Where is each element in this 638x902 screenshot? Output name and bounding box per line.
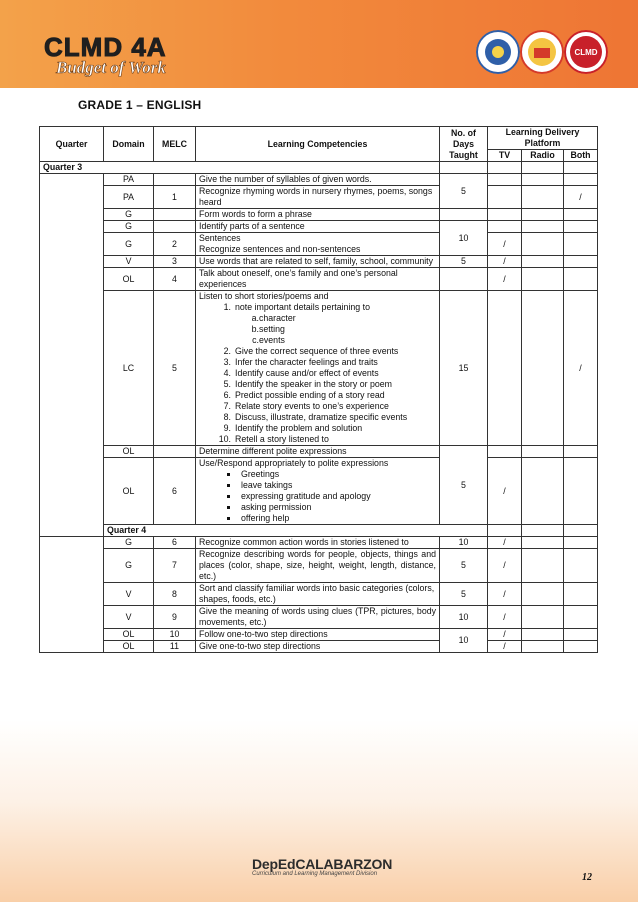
days-cell: 10 [440,629,488,653]
list-item: leave takings [199,480,436,491]
melc-cell: 8 [154,583,196,606]
tv-mark: / [488,458,522,525]
footer-brand-sub: Curriculum and Learning Management Division [252,871,378,877]
quarter-3-label: Quarter 3 [40,162,440,174]
days-cell: 5 [440,549,488,583]
header-both: Both [564,150,598,162]
tv-mark: / [488,537,522,549]
melc-cell [154,446,196,458]
svg-text:CLMD: CLMD [574,48,598,57]
list-item: c. events [252,335,285,345]
melc-cell: 5 [154,291,196,446]
competency-cell [196,233,440,256]
melc-cell [154,174,196,186]
table-row [40,268,598,291]
domain-cell: PA [104,186,154,209]
list-item: 8. Discuss, illustrate, dramatize specific events [223,412,408,422]
competency-cell: Talk about oneself, one’s family and one’s personal experiences [196,268,440,291]
svg-text:Budget of Work: Budget of Work [56,58,166,77]
competency-text: Recognize sentences and non-sentences [199,244,361,254]
competency-cell: Give the meaning of words using clues (TPR, pictures, body movements, etc.) [196,606,440,629]
page-title: GRADE 1 – ENGLISH [78,98,202,112]
header-competencies: Learning Competencies [196,127,440,162]
bullet-icon [227,506,230,509]
competency-cell [196,291,440,446]
header-days: No. of Days Taught [440,127,488,162]
list-item: 6. Predict possible ending of a story read [223,390,385,400]
quarter-cell [40,537,104,653]
competency-cell: Give the number of syllables of given words. [196,174,440,186]
domain-cell: G [104,221,154,233]
competency-cell: Recognize rhyming words in nursery rhymes, poems, songs heard [196,186,440,209]
table-row [40,221,598,233]
melc-cell: 7 [154,549,196,583]
melc-cell: 1 [154,186,196,209]
quarter-3-row [40,162,598,174]
tv-mark: / [488,583,522,606]
melc-cell: 2 [154,233,196,256]
header-banner [0,0,638,88]
list-item: 7. Relate story events to one’s experience [223,401,389,411]
domain-cell: OL [104,268,154,291]
quarter-cell [40,174,104,537]
clmd-logo [42,32,202,77]
tv-mark: / [488,549,522,583]
competency-cell: Form words to form a phrase [196,209,440,221]
list-item: offering help [199,513,436,524]
tv-mark: / [488,268,522,291]
bullet-icon [227,517,230,520]
tv-mark: / [488,256,522,268]
days-cell: 5 [440,174,488,209]
svg-text:CLMD 4A: CLMD 4A [44,32,167,62]
melc-cell: 4 [154,268,196,291]
list-item: 3. Infer the character feelings and traits [223,357,378,367]
table-row [40,537,598,549]
competency-cell: Identify parts of a sentence [196,221,440,233]
table-row [40,583,598,606]
table-row [40,641,598,653]
page-number: 12 [582,872,592,883]
days-cell: 5 [440,446,488,525]
table-row [40,629,598,641]
list-item: 9. Identify the problem and solution [223,423,363,433]
table-row [40,458,598,525]
domain-cell: OL [104,641,154,653]
header-radio: Radio [522,150,564,162]
domain-cell: PA [104,174,154,186]
list-item: 5. Identify the speaker in the story or poem [223,379,392,389]
days-cell: 10 [440,221,488,256]
list-item: Greetings [199,469,436,480]
header-platform: Learning Delivery Platform [488,127,598,150]
list-item: 1. note important details pertaining to [223,302,370,312]
clmd-seal-icon [564,30,608,74]
domain-cell: V [104,606,154,629]
list-item: expressing gratitude and apology [199,491,436,502]
table-row [40,174,598,186]
header-quarter: Quarter [40,127,104,162]
competency-text: Sentences [199,233,241,243]
melc-cell: 6 [154,458,196,525]
domain-cell: OL [104,458,154,525]
domain-cell: G [104,209,154,221]
both-mark: / [564,291,598,446]
domain-cell: V [104,256,154,268]
tv-mark: / [488,606,522,629]
melc-cell: 3 [154,256,196,268]
table-row [40,233,598,256]
table-row [40,186,598,209]
days-cell: 5 [440,583,488,606]
region-seal-icon [520,30,564,74]
header-melc: MELC [154,127,196,162]
list-item: a. character [251,313,296,323]
domain-cell: LC [104,291,154,446]
quarter-4-row [40,525,598,537]
bullet-icon [227,473,230,476]
list-item: b. setting [251,324,285,334]
days-cell: 10 [440,537,488,549]
header-domain: Domain [104,127,154,162]
competency-cell: Use words that are related to self, family, school, community [196,256,440,268]
domain-cell: OL [104,629,154,641]
melc-cell [154,221,196,233]
competency-cell: Follow one-to-two step directions [196,629,440,641]
domain-cell: G [104,233,154,256]
tv-mark: / [488,233,522,256]
deped-seal-icon [476,30,520,74]
table-row [40,446,598,458]
footer-brand: DepEdCALABARZON [252,856,393,872]
table-row [40,291,598,446]
list-item: 10. Retell a story listened to [218,434,329,444]
melc-cell: 9 [154,606,196,629]
table-row [40,209,598,221]
list-item: 4. Identify cause and/or effect of events [223,368,379,378]
table-row [40,256,598,268]
competency-cell: Sort and classify familiar words into basic categories (colors, shapes, foods, etc.) [196,583,440,606]
days-cell: 5 [440,256,488,268]
list-item: 2. Give the correct sequence of three events [223,346,399,356]
domain-cell: V [104,583,154,606]
tv-mark: / [488,641,522,653]
melc-cell: 10 [154,629,196,641]
days-cell: 15 [440,291,488,446]
both-mark: / [564,186,598,209]
competency-cell: Determine different polite expressions [196,446,440,458]
domain-cell: G [104,537,154,549]
table-row [40,606,598,629]
quarter-4-label: Quarter 4 [104,525,488,537]
competency-cell: Give one-to-two step directions [196,641,440,653]
domain-cell: OL [104,446,154,458]
domain-cell: G [104,549,154,583]
melc-cell: 11 [154,641,196,653]
list-item: asking permission [199,502,436,513]
competency-text: Use/Respond appropriately to polite expressions [199,458,389,468]
budget-of-work-table [39,126,598,653]
deped-calabarzon-logo [252,856,402,886]
table-row [40,549,598,583]
days-cell: 10 [440,606,488,629]
melc-cell: 6 [154,537,196,549]
bullet-icon [227,495,230,498]
tv-mark: / [488,629,522,641]
header-tv: TV [488,150,522,162]
bullet-icon [227,484,230,487]
competency-cell: Recognize describing words for people, objects, things and places (color, shape, size, height, weight, length, distance, etc.) [196,549,440,583]
competency-text: Listen to short stories/poems and [199,291,329,301]
competency-cell [196,458,440,525]
melc-cell [154,209,196,221]
competency-cell: Recognize common action words in stories listened to [196,537,440,549]
